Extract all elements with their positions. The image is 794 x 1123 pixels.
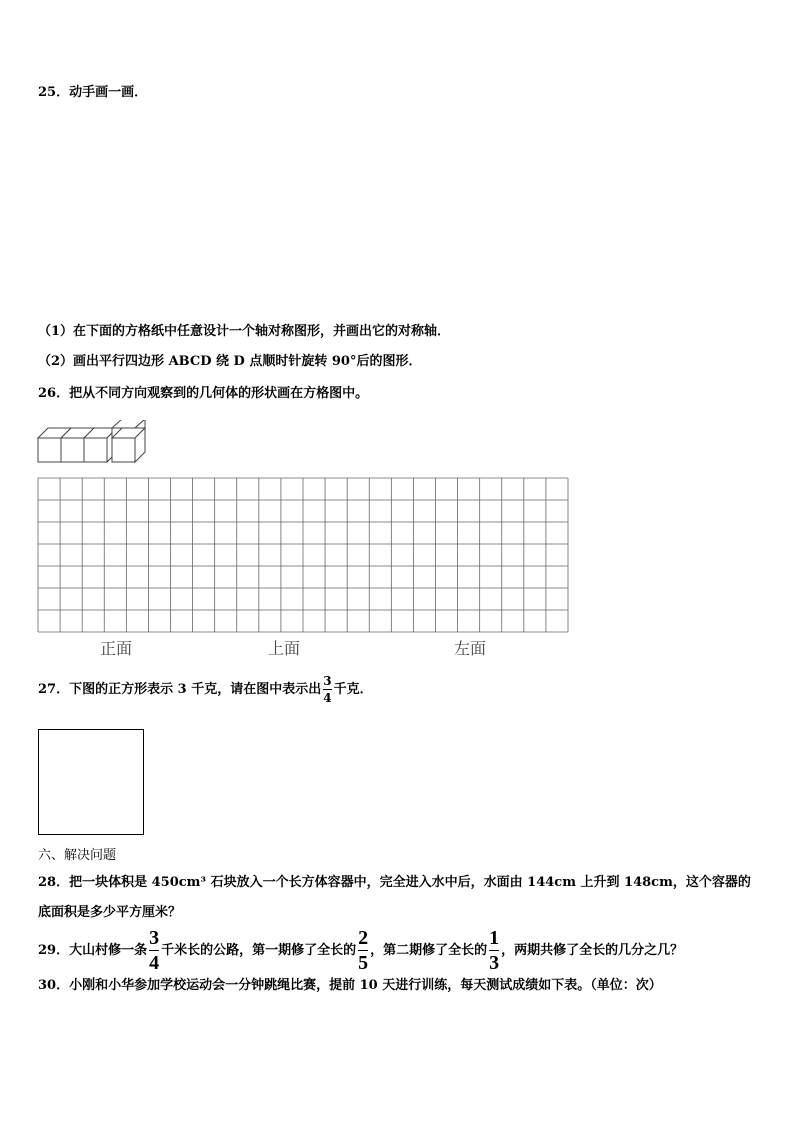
q29-mid1: 千米长的公路，第一期修了全长的 — [161, 943, 357, 958]
q29-frac1 — [149, 928, 159, 973]
q30-text: 30．小刚和小华参加学校运动会一分钟跳绳比赛，提前 10 天进行训练，每天测试成绩如下表。（单位：次） — [38, 978, 662, 993]
q27-pre: 27．下图的正方形表示 3 千克，请在图中表示出 — [38, 682, 322, 697]
q29-line — [38, 928, 683, 973]
cubes-figure — [36, 420, 156, 466]
q29-frac1-num: 3 — [149, 927, 160, 949]
q25-part1: （1）在下面的方格纸中任意设计一个轴对称图形，并画出它的对称轴． — [38, 324, 451, 339]
q29-frac2 — [358, 928, 368, 973]
q28-line1: 28．把一块体积是 450cm³ 石块放入一个长方体容器中，完全进入水中后，水面由 144cm 上升到 148cm，这个容器的 — [38, 875, 751, 890]
q27-line — [38, 672, 373, 708]
section-heading: 六、解决问题 — [38, 848, 117, 863]
q29-frac2-num: 2 — [358, 927, 369, 949]
q28-line2: 底面积是多少平方厘米？ — [38, 905, 182, 920]
q27-fraction — [323, 675, 331, 704]
q29-frac1-den: 4 — [149, 952, 160, 974]
grid-label-left: 左面 — [454, 641, 487, 658]
q29-frac3 — [489, 928, 499, 973]
q29-frac3-num: 1 — [489, 927, 500, 949]
q29-frac2-den: 5 — [358, 952, 369, 974]
q27-frac-num: 3 — [323, 674, 332, 688]
q29-pre: 29．大山村修一条 — [38, 943, 148, 958]
grid-label-front: 正面 — [100, 641, 133, 658]
grid-label-top: 上面 — [268, 641, 301, 658]
q27-frac-den: 4 — [323, 691, 332, 705]
answer-grid — [36, 476, 570, 634]
q29-frac3-den: 3 — [489, 952, 500, 974]
q26-title: 26．把从不同方向观察到的几何体的形状画在方格图中。 — [38, 386, 369, 401]
q25-part2: （2）画出平行四边形 ABCD 绕 D 点顺时针旋转 90°后的图形． — [38, 354, 422, 369]
q29-post: ，两期共修了全长的几分之几？ — [501, 943, 684, 958]
q29-mid2: ，第二期修了全长的 — [370, 943, 488, 958]
q27-post: 千克． — [333, 682, 373, 697]
q25-title: 25．动手画一画． — [38, 85, 148, 100]
q27-square — [38, 729, 144, 835]
